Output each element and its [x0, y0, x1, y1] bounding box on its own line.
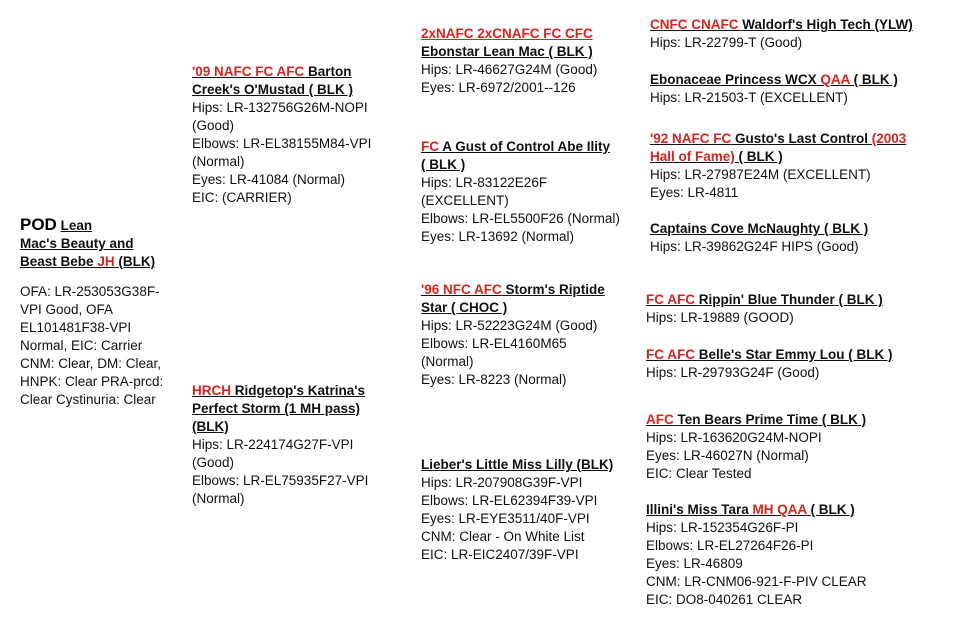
dam-dam: [421, 456, 641, 564]
dam-dam-detail: CNM: Clear - On White List: [421, 529, 585, 544]
sire-dam-detail: (EXCELLENT): [421, 193, 509, 208]
subject-name-line-3: Beast Bebe: [20, 254, 94, 269]
gen3-2-color: ( BLK ): [738, 149, 783, 164]
gen3-6-detail: EIC: Clear Tested: [646, 466, 752, 481]
dam-sire-detail: Eyes: LR-8223 (Normal): [421, 372, 567, 387]
subject-name-line-2: Mac's Beauty and: [20, 236, 134, 251]
sire-dam-color: ( BLK ): [421, 157, 466, 172]
dam-detail: (Good): [192, 455, 235, 470]
dam-sire-detail: Elbows: LR-EL4160M65: [421, 336, 567, 351]
sire-detail: Hips: LR-132756G26M-NOPI: [192, 100, 368, 115]
gen3-7-color: ( BLK ): [810, 502, 855, 517]
gen3-5-title: FC AFC: [646, 347, 695, 362]
gen3-7-detail: Eyes: LR-46809: [646, 556, 743, 571]
gen3-1-color: ( BLK ): [853, 72, 898, 87]
gen3-4-title: FC AFC: [646, 292, 695, 307]
sire-detail: (Normal): [192, 154, 245, 169]
dam-dam-detail: Hips: LR-207908G39F-VPI: [421, 475, 583, 490]
dam-dam-detail: EIC: LR-EIC2407/39F-VPI: [421, 547, 579, 562]
dam-sire-title: '96 NFC AFC: [421, 282, 502, 297]
gen3-4-detail: Hips: LR-19889 (GOOD): [646, 310, 794, 325]
sire-sire-name: Ebonstar Lean Mac: [421, 44, 545, 59]
gen3-7-detail: Elbows: LR-EL27264F26-PI: [646, 538, 814, 553]
sire-detail: EIC: (CARRIER): [192, 190, 292, 205]
subject-dog: [20, 216, 190, 409]
gen3-5-color: ( BLK ): [848, 347, 893, 362]
sire-dam-detail: Elbows: LR-EL5500F26 (Normal): [421, 211, 620, 226]
gen3-6: [646, 411, 966, 483]
dam-sire-detail: (Normal): [421, 354, 474, 369]
gen3-7-detail: EIC: DO8-040261 CLEAR: [646, 592, 803, 607]
subject-name-line-1: Lean: [60, 218, 93, 233]
gen3-2-detail: Hips: LR-27987E24M (EXCELLENT): [650, 167, 871, 182]
subject-detail: VPI Good, OFA: [20, 302, 114, 317]
gen3-2-detail: Eyes: LR-4811: [650, 185, 739, 200]
gen3-5: [646, 346, 966, 382]
dam-title: HRCH: [192, 383, 231, 398]
sire-sire-detail: Eyes: LR-6972/2001--126: [421, 80, 576, 95]
dam: [192, 382, 414, 508]
gen3-0-title: CNFC CNAFC: [650, 17, 739, 32]
gen3-3-name: Captains Cove McNaughty: [650, 221, 821, 236]
dam-detail: (Normal): [192, 491, 245, 506]
gen3-5-name: Belle's Star Emmy Lou: [698, 347, 845, 362]
dam-dam-detail: Eyes: LR-EYE3511/40F-VPI: [421, 511, 590, 526]
sire-name-2: Creek's O'Mustad: [192, 82, 305, 97]
gen3-6-detail: Hips: LR-163620G24M-NOPI: [646, 430, 822, 445]
dam-sire-name: Storm's Riptide: [505, 282, 605, 297]
sire: [192, 63, 414, 207]
sire-title: '09 NAFC FC AFC: [192, 64, 305, 79]
dam-sire: [421, 281, 641, 389]
dam-sire-color: ( CHOC ): [451, 300, 508, 315]
subject-detail: OFA: LR-253053G38F-: [20, 284, 160, 299]
sire-dam: [421, 138, 641, 246]
gen3-0-detail: Hips: LR-22799-T (Good): [650, 35, 803, 50]
gen3-5-detail: Hips: LR-29793G24F (Good): [646, 365, 820, 380]
gen3-7-detail: Hips: LR-152354G26F-PI: [646, 520, 799, 535]
sire-color: ( BLK ): [308, 82, 353, 97]
dam-name-1: Ridgetop's Katrina's: [234, 383, 365, 398]
gen3-1: [650, 71, 970, 107]
sire-dam-detail: Hips: LR-83122E26F: [421, 175, 548, 190]
gen3-3-detail: Hips: LR-39862G24F HIPS (Good): [650, 239, 859, 254]
sire-dam-detail: Eyes: LR-13692 (Normal): [421, 229, 575, 244]
subject-detail: CNM: Clear, DM: Clear,: [20, 356, 162, 371]
gen3-4-name: Rippin' Blue Thunder: [698, 292, 835, 307]
gen3-2-title: '92 NAFC FC: [650, 131, 732, 146]
sire-detail: Eyes: LR-41084 (Normal): [192, 172, 346, 187]
gen3-2: [650, 130, 970, 202]
sire-sire-title: 2xNAFC 2xCNAFC FC CFC: [421, 26, 593, 41]
sire-dam-name: A Gust of Control Abe Ility: [442, 139, 610, 154]
dam-sire-name-2: Star: [421, 300, 448, 315]
sire-sire: [421, 25, 641, 97]
gen3-7-detail: CNM: LR-CNM06-921-F-PIV CLEAR: [646, 574, 867, 589]
dam-name-2: Perfect Storm (1 MH pass): [192, 401, 361, 416]
dam-detail: Hips: LR-224174G27F-VPI: [192, 437, 354, 452]
gen3-0: [650, 16, 970, 52]
gen3-6-title: AFC: [646, 412, 674, 427]
dam-color: (BLK): [192, 419, 229, 434]
gen3-7-title: MH QAA: [752, 502, 807, 517]
gen3-4-color: ( BLK ): [838, 292, 883, 307]
subject-color: (BLK): [118, 254, 156, 269]
gen3-4: [646, 291, 966, 327]
dam-dam-detail: Elbows: LR-EL62394F39-VPI: [421, 493, 598, 508]
sire-dam-title: FC: [421, 139, 439, 154]
dam-detail: Elbows: LR-EL75935F27-VPI: [192, 473, 369, 488]
sire-sire-detail: Hips: LR-46627G24M (Good): [421, 62, 598, 77]
subject-prefix: POD: [20, 215, 57, 234]
sire-name-1: Barton: [307, 64, 352, 79]
sire-sire-color: ( BLK ): [548, 44, 593, 59]
gen3-6-detail: Eyes: LR-46027N (Normal): [646, 448, 809, 463]
dam-dam-name: Lieber's Little Miss Lilly (BLK): [421, 457, 614, 472]
gen3-0-name: Waldorf's High Tech (YLW): [742, 17, 913, 32]
gen3-6-color: ( BLK ): [821, 412, 867, 427]
gen3-3-color: ( BLK ): [824, 221, 869, 236]
gen3-7-name: Illini's Miss Tara: [646, 502, 749, 517]
gen3-3: [650, 220, 970, 256]
subject-title: JH: [97, 254, 115, 269]
subject-detail: Normal, EIC: Carrier: [20, 338, 143, 353]
subject-detail: EL101481F38-VPI: [20, 320, 132, 335]
sire-detail: Elbows: LR-EL38155M84-VPI: [192, 136, 372, 151]
sire-detail: (Good): [192, 118, 235, 133]
subject-detail: HNPK: Clear PRA-prcd:: [20, 374, 164, 389]
gen3-1-title: QAA: [820, 72, 850, 87]
gen3-7: [646, 501, 966, 609]
subject-detail: Clear Cystinuria: Clear: [20, 392, 156, 407]
dam-sire-detail: Hips: LR-52223G24M (Good): [421, 318, 598, 333]
gen3-1-detail: Hips: LR-21503-T (EXCELLENT): [650, 90, 848, 105]
gen3-2-name: Gusto's Last Control: [734, 131, 868, 146]
gen3-6-name: Ten Bears Prime Time: [677, 412, 819, 427]
gen3-1-name: Ebonaceae Princess WCX: [650, 72, 817, 87]
gen3-2-hof: (2003: [871, 131, 907, 146]
gen3-2-hof-2: Hall of Fame): [650, 149, 735, 164]
